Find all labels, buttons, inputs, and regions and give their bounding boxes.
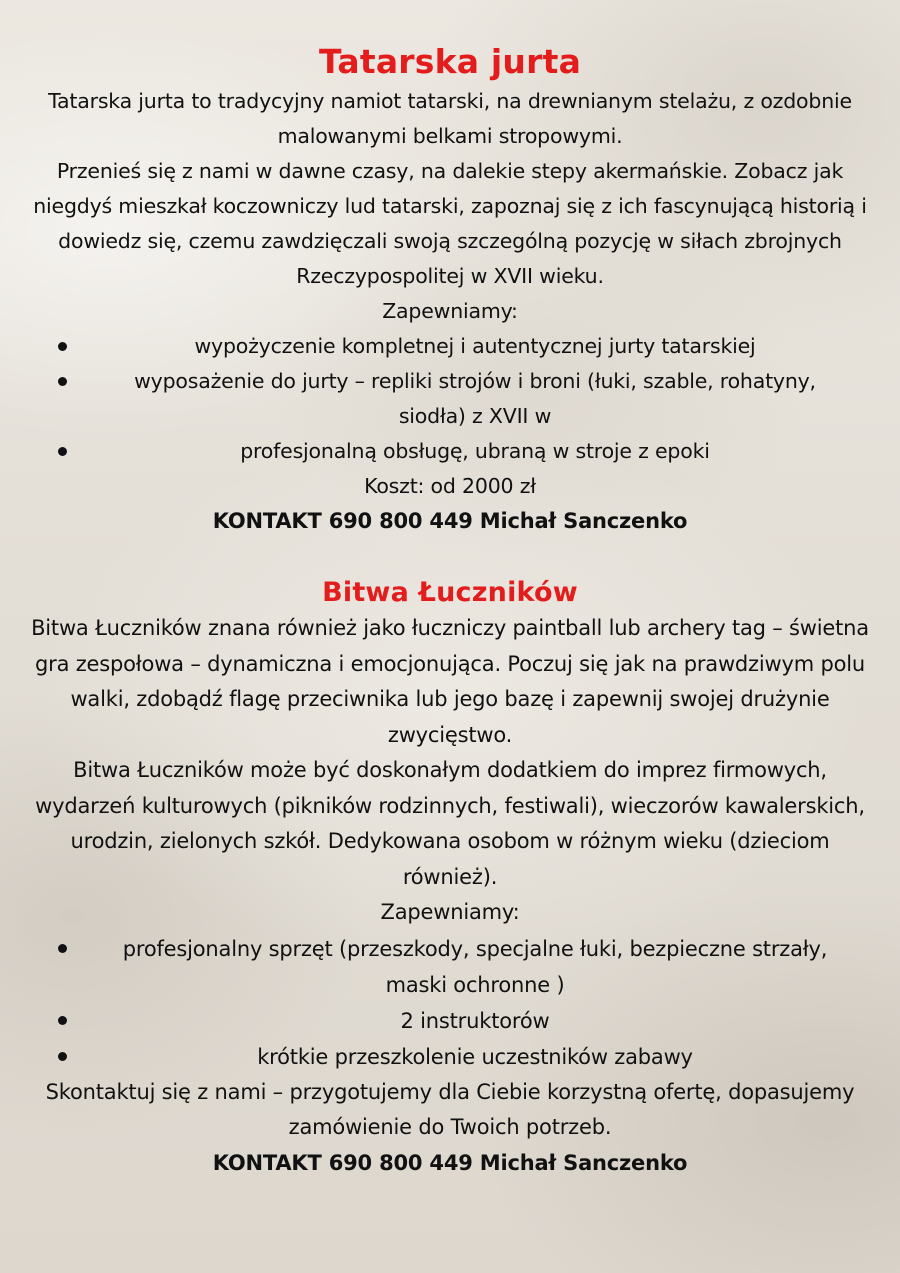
- bullet-icon: [58, 447, 67, 456]
- section-archery-battle: [30, 575, 870, 1181]
- list-item-text: profesjonalną obsługę, ubraną w stroje z epoki: [240, 439, 710, 463]
- bullet-icon: [58, 1052, 67, 1061]
- list-item-text: 2 instruktorów: [400, 1008, 550, 1033]
- list-item: [30, 1003, 870, 1039]
- description-paragraph: Przenieś się z nami w dawne czasy, na dalekie stepy akermańskie. Zobacz jak niegdyś mieszkał koczowniczy lud tatarski, zapoznaj się z ich fascynującą historią i dowiedz się, czemu zawdzięczali swoją szczególną pozycję w siłach zbrojnych Rzeczypospolitej w XVII wieku.: [33, 159, 867, 288]
- list-item: [30, 1039, 870, 1075]
- contact-line: KONTAKT 690 800 449 Michał Sanczenko: [212, 1150, 688, 1175]
- list-item: [30, 931, 870, 1003]
- closing-paragraph: Skontaktuj się z nami – przygotujemy dla Ciebie korzystną ofertę, dopasujemy zamówienie do Twoich potrzeb.: [45, 1079, 855, 1139]
- list-item: [30, 364, 870, 434]
- description-paragraph: Bitwa Łuczników może być doskonałym dodatkiem do imprez firmowych, wydarzeń kulturowych (pikników rodzinnych, festiwali), wieczorów kawalerskich, urodzin, zielonych szkół. Dedykowana osobom w różnym wieku (dzieciom również).: [35, 758, 865, 889]
- intro-paragraph: Bitwa Łuczników znana również jako łuczniczy paintball lub archery tag – świetna gra zespołowa – dynamiczna i emocjonująca. Poczuj się jak na prawdziwym polu walki, zdobądź flagę przeciwnika lub jego bazę i zapewnij swojej drużynie zwycięstwo.: [31, 616, 869, 747]
- section-title-archery-battle: Bitwa Łuczników: [322, 577, 578, 608]
- list-item: [30, 434, 870, 469]
- list-item: [30, 329, 870, 364]
- section-tatar-yurt: [30, 0, 870, 539]
- list-item-text: krótkie przeszkolenie uczestników zabawy: [257, 1044, 693, 1069]
- list-item-text: wyposażenie do jurty – repliki strojów i broni (łuki, szable, rohatyny, siodła) z XVII w: [134, 369, 816, 428]
- cost-text: Koszt: od 2000 zł: [364, 474, 536, 498]
- offer-list: [30, 329, 870, 469]
- list-item-text: profesjonalny sprzęt (przeszkody, specjalne łuki, bezpieczne strzały, maski ochronne ): [122, 936, 828, 997]
- bullet-icon: [58, 377, 67, 386]
- bullet-icon: [58, 342, 67, 351]
- intro-paragraph: Tatarska jurta to tradycyjny namiot tatarski, na drewnianym stelażu, z ozdobnie malowanymi belkami stropowymi.: [48, 89, 852, 148]
- section-title-tatar-yurt: Tatarska jurta: [318, 42, 582, 81]
- list-item-text: wypożyczenie kompletnej i autentycznej jurty tatarskiej: [194, 334, 756, 358]
- flyer-page: [30, 0, 870, 1181]
- bullet-icon: [58, 1016, 67, 1025]
- contact-line: KONTAKT 690 800 449 Michał Sanczenko: [212, 509, 688, 533]
- offer-list: [30, 931, 870, 1075]
- offer-heading: Zapewniamy:: [382, 299, 518, 323]
- offer-heading: Zapewniamy:: [380, 900, 520, 924]
- bullet-icon: [58, 944, 67, 953]
